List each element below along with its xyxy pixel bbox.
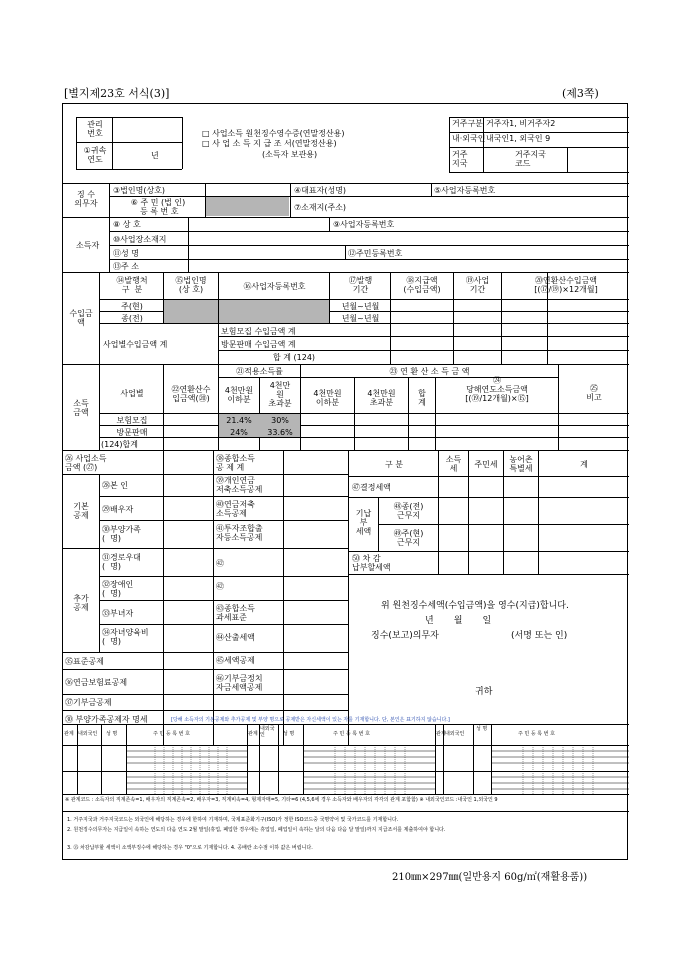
- expense-row-total: (124)합계: [101, 440, 138, 449]
- form-subtitle: (소득자 보관용): [262, 150, 318, 159]
- residence-country-label: 거주 지국: [452, 150, 468, 168]
- withholding-receipt-form: [62, 103, 628, 860]
- income-col-payer: ⑭발행처 구 분: [116, 276, 148, 294]
- withholder-address-label: ⑦소재지(주소): [294, 203, 347, 212]
- standard-deduction: ㉟표준공제: [65, 657, 104, 666]
- dep-col-regno-3: 주 민 등 록 번 호: [518, 731, 555, 737]
- current-workplace-tax: ㊾주(현) 근무지: [393, 529, 424, 547]
- pension-savings-deduction: ㊵연금저축 소득공제: [216, 500, 255, 518]
- form-number: [별지제23호 서식(3)]: [64, 87, 170, 100]
- total-income-deduction: ㊳종합소득 공 제 계: [216, 454, 255, 472]
- blank-item-2: ㊷: [216, 582, 224, 591]
- management-number-label: 관리 번호: [87, 120, 103, 138]
- note-2: 2. 원천징수의무자는 지급일이 속하는 연도의 다음 연도 2월 말일(휴업, 폐업한 경우에는 휴업일, 폐업일이 속하는 달의 다음 다음 달 말일)까지 지급조서를 제출하여야 합니다.: [67, 827, 446, 833]
- donation-political-credit: ㊻기부금정치 자금세액공제: [216, 674, 263, 692]
- dep-col-regno-2: 주 민 등 록 번 호: [333, 731, 370, 737]
- expense-annual-income: ㉒연환산수 입금액(⑳): [171, 385, 211, 403]
- elderly-deduction: ㉛경로우대 ( 명): [102, 553, 141, 571]
- expense-row-door: 방문판매: [116, 428, 148, 437]
- expense-under-40m: 4천만원 이하분: [224, 386, 254, 404]
- expense-this-year: ㉔ 당해연도소득금액 [(⑲/12개월)×⑮]: [465, 376, 529, 403]
- woman-deduction: ㉝부녀자: [102, 609, 134, 618]
- dependents-deduction: ㉚부양가족 ( 명): [102, 525, 141, 543]
- withholder-regno-label: ⑥ 주 민 (법 인) 등 록 번 호: [130, 198, 186, 216]
- personal-pension-deduction: ㊴개인연금 저축소득공제: [216, 476, 263, 494]
- self-deduction: ㉘본 인: [102, 481, 128, 490]
- earner-name-label: ⑪성 명: [113, 249, 139, 258]
- donation-deduction: ㊲기부금공제: [65, 698, 112, 707]
- income-amount-label: 소득 금액: [73, 399, 89, 417]
- tax-header-total: 계: [580, 460, 588, 469]
- income-period-prev: 년월~년월: [341, 314, 380, 323]
- dep-col-nationality-1: 내외국인: [78, 731, 98, 737]
- tax-base: ㊸종합소득 과세표준: [216, 604, 255, 622]
- tax-header-rural-tax: 농어촌 특별세: [509, 455, 533, 473]
- dep-col-nationality-3: 내외국인: [445, 731, 465, 737]
- expense-row-insurance: 보험모집: [116, 416, 148, 425]
- signature-label: (서명 또는 인): [511, 631, 568, 641]
- expense-rate-header: ㉑적용소득률: [236, 367, 283, 376]
- year-unit: 년: [151, 151, 159, 160]
- form-title-1: □ 사업소득 원천징수영수증(연말정산용): [202, 129, 345, 138]
- collector-label: 징수(보고)의무자: [371, 631, 439, 641]
- dep-col-relation-3: 관계: [436, 731, 446, 737]
- blank-item: ㊷: [216, 559, 224, 568]
- biz-income-amount: ㉖ 사업소득 금액 (㉗): [65, 454, 107, 472]
- earner-resident-no-label: ⑫주민등록번호: [348, 249, 403, 258]
- residence-code-label: 거주지국 코드: [515, 150, 546, 168]
- dep-col-relation-2: 관계: [248, 731, 258, 737]
- income-label: 수입금 액: [69, 309, 93, 327]
- income-col-period: ⑰발행 기간: [348, 276, 373, 294]
- income-col-corp: ⑮법인명 (상 호): [175, 276, 207, 294]
- prev-workplace-tax: ㊽종(전) 근무지: [393, 502, 424, 520]
- tax-header-income-tax: 소득 세: [445, 455, 462, 473]
- note-codes: ※ 관계코드 : 소득자의 직계존속=1, 배우자의 직계존속=2, 배우자=3, 직계비속=4, 형제자매=5, 기타=6 (4,5,6에 경우 소득자와 배우자의 각각의 관계 포함함) ※ 내외국인코드 :내국인 1,외국인 9: [65, 797, 498, 803]
- earner-bizno-label: ⑨사업자등록번호: [333, 220, 395, 229]
- tax-header-category: 구 분: [385, 460, 403, 469]
- dependents-regno-boxes: [63, 745, 629, 794]
- dep-col-name-1: 성 명: [106, 731, 118, 737]
- expense-biz-type: 사업별: [120, 389, 144, 398]
- door-rate-under: 24%: [230, 428, 248, 437]
- final-tax: ㊼결정세액: [352, 483, 391, 492]
- investment-deduction: ㊶투자조합출 자등소득공제: [216, 524, 263, 542]
- addressee-label: 귀하: [475, 687, 493, 697]
- income-period-main: 년월~년월: [341, 302, 380, 311]
- income-col-annual: ⑳연환산수입금액 [(⑰/⑲)×12개월]: [534, 276, 598, 294]
- note-3: 3. ㉟ 차감납부할 세액이 소액부징수에 해당하는 경우 "0"으로 기재합니다. 4. 공배란 소수점 이하 값은 버립니다.: [67, 845, 313, 851]
- withholder-bizno-label: ⑤사업자등록번호: [434, 186, 496, 195]
- nationality-value: 내국인1, 외국인 9: [486, 134, 551, 143]
- paper-spec: 210㎜×297㎜(일반용지 60g/㎡(재활용품)): [392, 872, 588, 883]
- dep-col-regno-1: 주 민 등 록 번 호: [153, 731, 190, 737]
- basic-deduction-label: 기본 공제: [73, 502, 89, 520]
- dep-col-name-2: 성 명: [283, 731, 295, 737]
- spouse-deduction: ㉙배우자: [102, 505, 134, 514]
- calculated-tax: ㊹산출세액: [216, 633, 255, 642]
- diff-tax: ㊿ 차 감 납부할세액: [352, 554, 391, 572]
- income-by-type: 사업별수입금액 계: [103, 340, 168, 349]
- tax-credit: ㊺세액공제: [216, 656, 255, 665]
- income-col-paid: ⑱지급액 (수입금액): [403, 276, 441, 294]
- pension-insurance-deduction: ㊱연금보험료공제: [65, 678, 128, 687]
- confirmation-text: 위 원천징수세액(수입금액)을 영수(지급)합니다.: [381, 601, 569, 611]
- income-col-biz-period: ⑲사업 기간: [465, 276, 490, 294]
- insurance-rate-under: 21.4%: [226, 416, 252, 425]
- door-rate-over: 33.6%: [267, 428, 293, 437]
- corp-name-label: ③법인명(상호): [113, 186, 166, 195]
- withholder-label: 징 수 의무자: [74, 190, 98, 208]
- dependents-table-title: ㉚ 부양가족공제자 명세: [65, 715, 148, 724]
- dep-col-name-3: 성 명: [476, 726, 488, 732]
- attribution-year-label: ①귀속 연도: [83, 146, 107, 164]
- nationality-label: 내·외국인: [452, 134, 486, 143]
- disabled-deduction: ㉜장애인 ( 명): [102, 580, 134, 598]
- income-door-sales-total: 방문판매 수입금액 계: [221, 340, 296, 349]
- expense-under-40m-b: 4천만원 이하분: [313, 389, 342, 407]
- income-insurance-total: 보험모집 수입금액 계: [221, 327, 296, 336]
- page-number: (제3쪽): [562, 87, 599, 100]
- income-col-bizno: ⑯사업자등록번호: [243, 282, 306, 291]
- insurance-rate-over: 30%: [271, 416, 289, 425]
- note-1: 1. 거주지국과 거주지국코드는 외국인에 해당하는 경우에 한하여 기재하며, 국제표준화기구(ISO)가 정한 ISO코드중 국명약어 및 국가코드를 기재합니다.: [67, 817, 399, 823]
- prepaid-tax-label: 기납 부 세액: [355, 509, 372, 536]
- expense-annual-header: ㉓ 연 환 산 소 득 금 액: [389, 367, 470, 376]
- expense-over-40m: 4천만 원 초과분: [268, 381, 292, 408]
- resident-type-label: 거주구분: [452, 119, 483, 128]
- tax-header-resident-tax: 주민세: [474, 460, 498, 469]
- expense-sum: 합 계: [418, 389, 426, 407]
- income-row-prev: 종(전): [121, 314, 143, 323]
- income-grand-total: 합 계 (124): [273, 353, 316, 362]
- earner-biz-address-label: ⑩사업장소재지: [113, 235, 167, 244]
- dep-col-relation-1: 관계: [64, 731, 74, 737]
- form-title-2: □ 사 업 소 득 지 급 조 서(연말정산용): [202, 139, 337, 148]
- dep-col-nationality-2: 내외국인: [260, 726, 275, 738]
- earner-trade-name-label: ⑧ 상 호: [113, 220, 141, 229]
- income-row-main: 주(현): [121, 302, 143, 311]
- resident-type-value: 거주자1, 비거주자2: [486, 119, 556, 128]
- dependents-table-note: [당해 소득자의 기본공제와 추가공제 및 부양 명으로 공제받은 자신세액이 있는 자를 기재합니다. 단, 본인은 표기하지 않습니다.]: [171, 717, 450, 723]
- earner-address-label: ⑬주 소: [113, 262, 139, 271]
- representative-label: ④대표자(성명): [294, 186, 347, 195]
- earner-label: 소득자: [76, 241, 100, 250]
- expense-remarks: ㉕ 비고: [586, 384, 602, 402]
- expense-over-40m-b: 4천만원 초과분: [367, 389, 396, 407]
- additional-deduction-label: 추가 공제: [73, 594, 89, 612]
- confirmation-date: 년 월 일: [425, 616, 492, 626]
- single-parent-deduction: ㉞자녀양육비 ( 명): [102, 628, 149, 646]
